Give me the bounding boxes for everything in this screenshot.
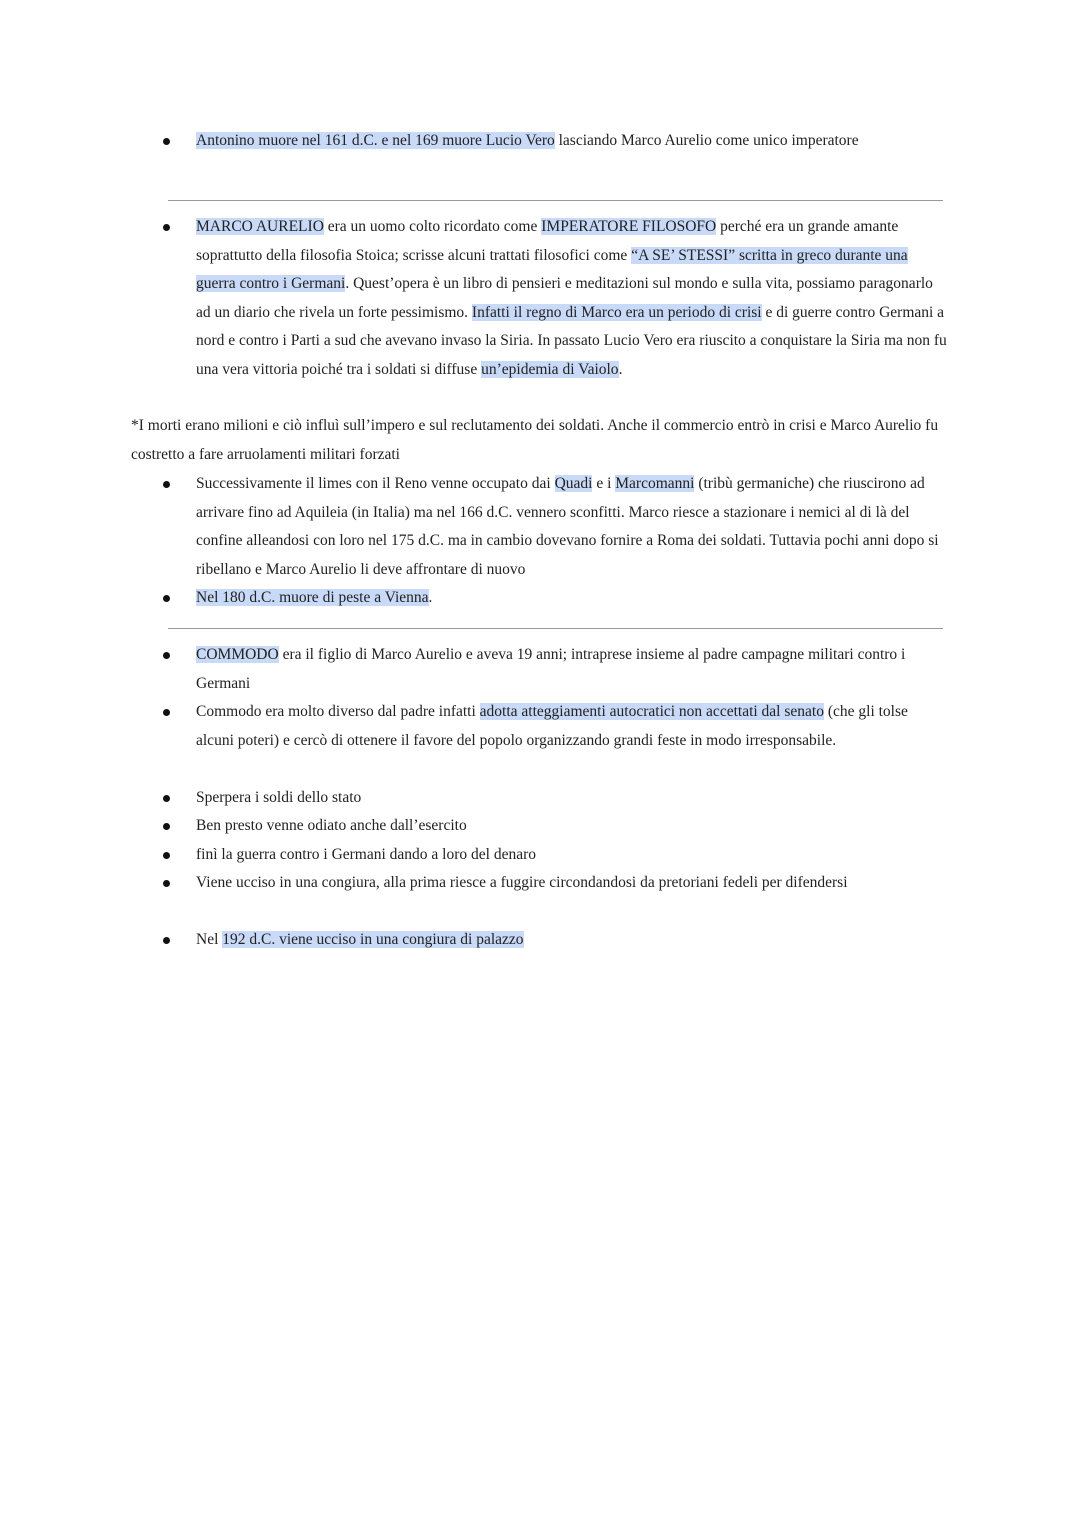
highlight: Infatti il regno di Marco era un periodo di crisi — [471, 303, 762, 321]
highlight: “A SE’ STESSI” scritta in greco durante una guerra contro i Germani — [196, 246, 908, 293]
bullet-icon — [163, 138, 170, 145]
bullet-limes: Successivamente il limes con il Reno venne occupato dai Quadi e i Marcomanni (tribù germaniche) che riuscirono ad arrivare fino ad Aquileia (in Italia) ma nel 166 d.C. vennero sconfitti. Marco riesce a stazionare i nemici al di là del confine alleandosi con loro nel 175 d.C. ma in cambio dovevano fornire a Roma dei soldati. Tuttavia pochi anni dopo si ribellano e Marco Aurelio li deve affrontare di nuovo — [196, 475, 939, 578]
bullet-ucciso: Viene ucciso in una congiura, alla prima riesce a fuggire circondandosi da pretoriani fedeli per difendersi — [196, 874, 848, 891]
bullet-marco-aurelio: MARCO AURELIO era un uomo colto ricordato come IMPERATORE FILOSOFO perché era un grande amante soprattutto della filosofia Stoica; scrisse alcuni trattati filosofici come “A SE’ STESSI” scritta in greco durante una guerra contro i Germani. Quest’opera è un libro di pensieri e meditazioni sul mondo e sulla vita, possiamo paragonarlo ad un diario che rivela un forte pessimismo. Infatti il regno di Marco era un periodo di crisi e di guerre contro Germani a nord e contro i Parti a sud che avevano invaso la Siria. In passato Lucio Vero era riuscito a conquistare la Siria ma non fu una vera vittoria poiché tra i soldati si diffuse un’epidemia di Vaiolo. — [196, 218, 947, 378]
bullet-icon — [163, 595, 170, 602]
bullet-icon — [163, 481, 170, 488]
highlight: Antonino muore nel 161 d.C. e nel 169 muore Lucio Vero — [196, 132, 555, 149]
bullet-icon — [163, 823, 170, 830]
bullet-odiato: Ben presto venne odiato anche dall’esercito — [196, 817, 467, 834]
bullet-death: Nel 180 d.C. muore di peste a Vienna. — [196, 589, 433, 606]
highlight: un’epidemia di Vaiolo — [481, 360, 619, 378]
highlight: Marcomanni — [615, 475, 695, 492]
bullet-icon — [163, 709, 170, 716]
highlight: MARCO AURELIO — [196, 218, 324, 235]
bullet-icon — [163, 937, 170, 944]
bullet-icon — [163, 852, 170, 859]
bullet-icon — [163, 880, 170, 887]
highlight: IMPERATORE FILOSOFO — [541, 218, 717, 235]
bullet-antonino: Antonino muore nel 161 d.C. e nel 169 muore Lucio Vero lasciando Marco Aurelio come unico imperatore — [196, 132, 859, 149]
bullet-fini: finì la guerra contro i Germani dando a loro del denaro — [196, 846, 537, 863]
bullet-icon — [163, 795, 170, 802]
bullet-commodo: COMMODO era il figlio di Marco Aurelio e aveva 19 anni; intraprese insieme al padre campagne militari contro i Germani — [196, 646, 906, 692]
bullet-sperpera: Sperpera i soldi dello stato — [196, 789, 362, 806]
section-divider — [168, 200, 943, 201]
highlight: COMMODO — [196, 646, 279, 663]
bullet-palazzo: Nel 192 d.C. viene ucciso in una congiura di palazzo — [196, 931, 524, 948]
note-paragraph: *I morti erano milioni e ciò influì sull’impero e sul reclutamento dei soldati. Anche il commercio entrò in crisi e Marco Aurelio fu costretto a fare arruolamenti militari forzati — [131, 417, 939, 463]
highlight: Quadi — [554, 475, 593, 492]
bullet-icon — [163, 652, 170, 659]
highlight: adotta atteggiamenti autocratici non accettati dal senato — [479, 703, 824, 720]
section-divider — [168, 628, 943, 629]
highlight: 192 d.C. viene ucciso in una congiura di palazzo — [222, 931, 524, 948]
bullet-commodo-diverso: Commodo era molto diverso dal padre infatti adotta atteggiamenti autocratici non accettati dal senato (che gli tolse alcuni poteri) e cercò di ottenere il favore del popolo organizzando grandi feste in modo irresponsabile. — [196, 703, 908, 749]
highlight: Nel 180 d.C. muore di peste a Vienna — [196, 589, 429, 606]
bullet-icon — [163, 224, 170, 231]
